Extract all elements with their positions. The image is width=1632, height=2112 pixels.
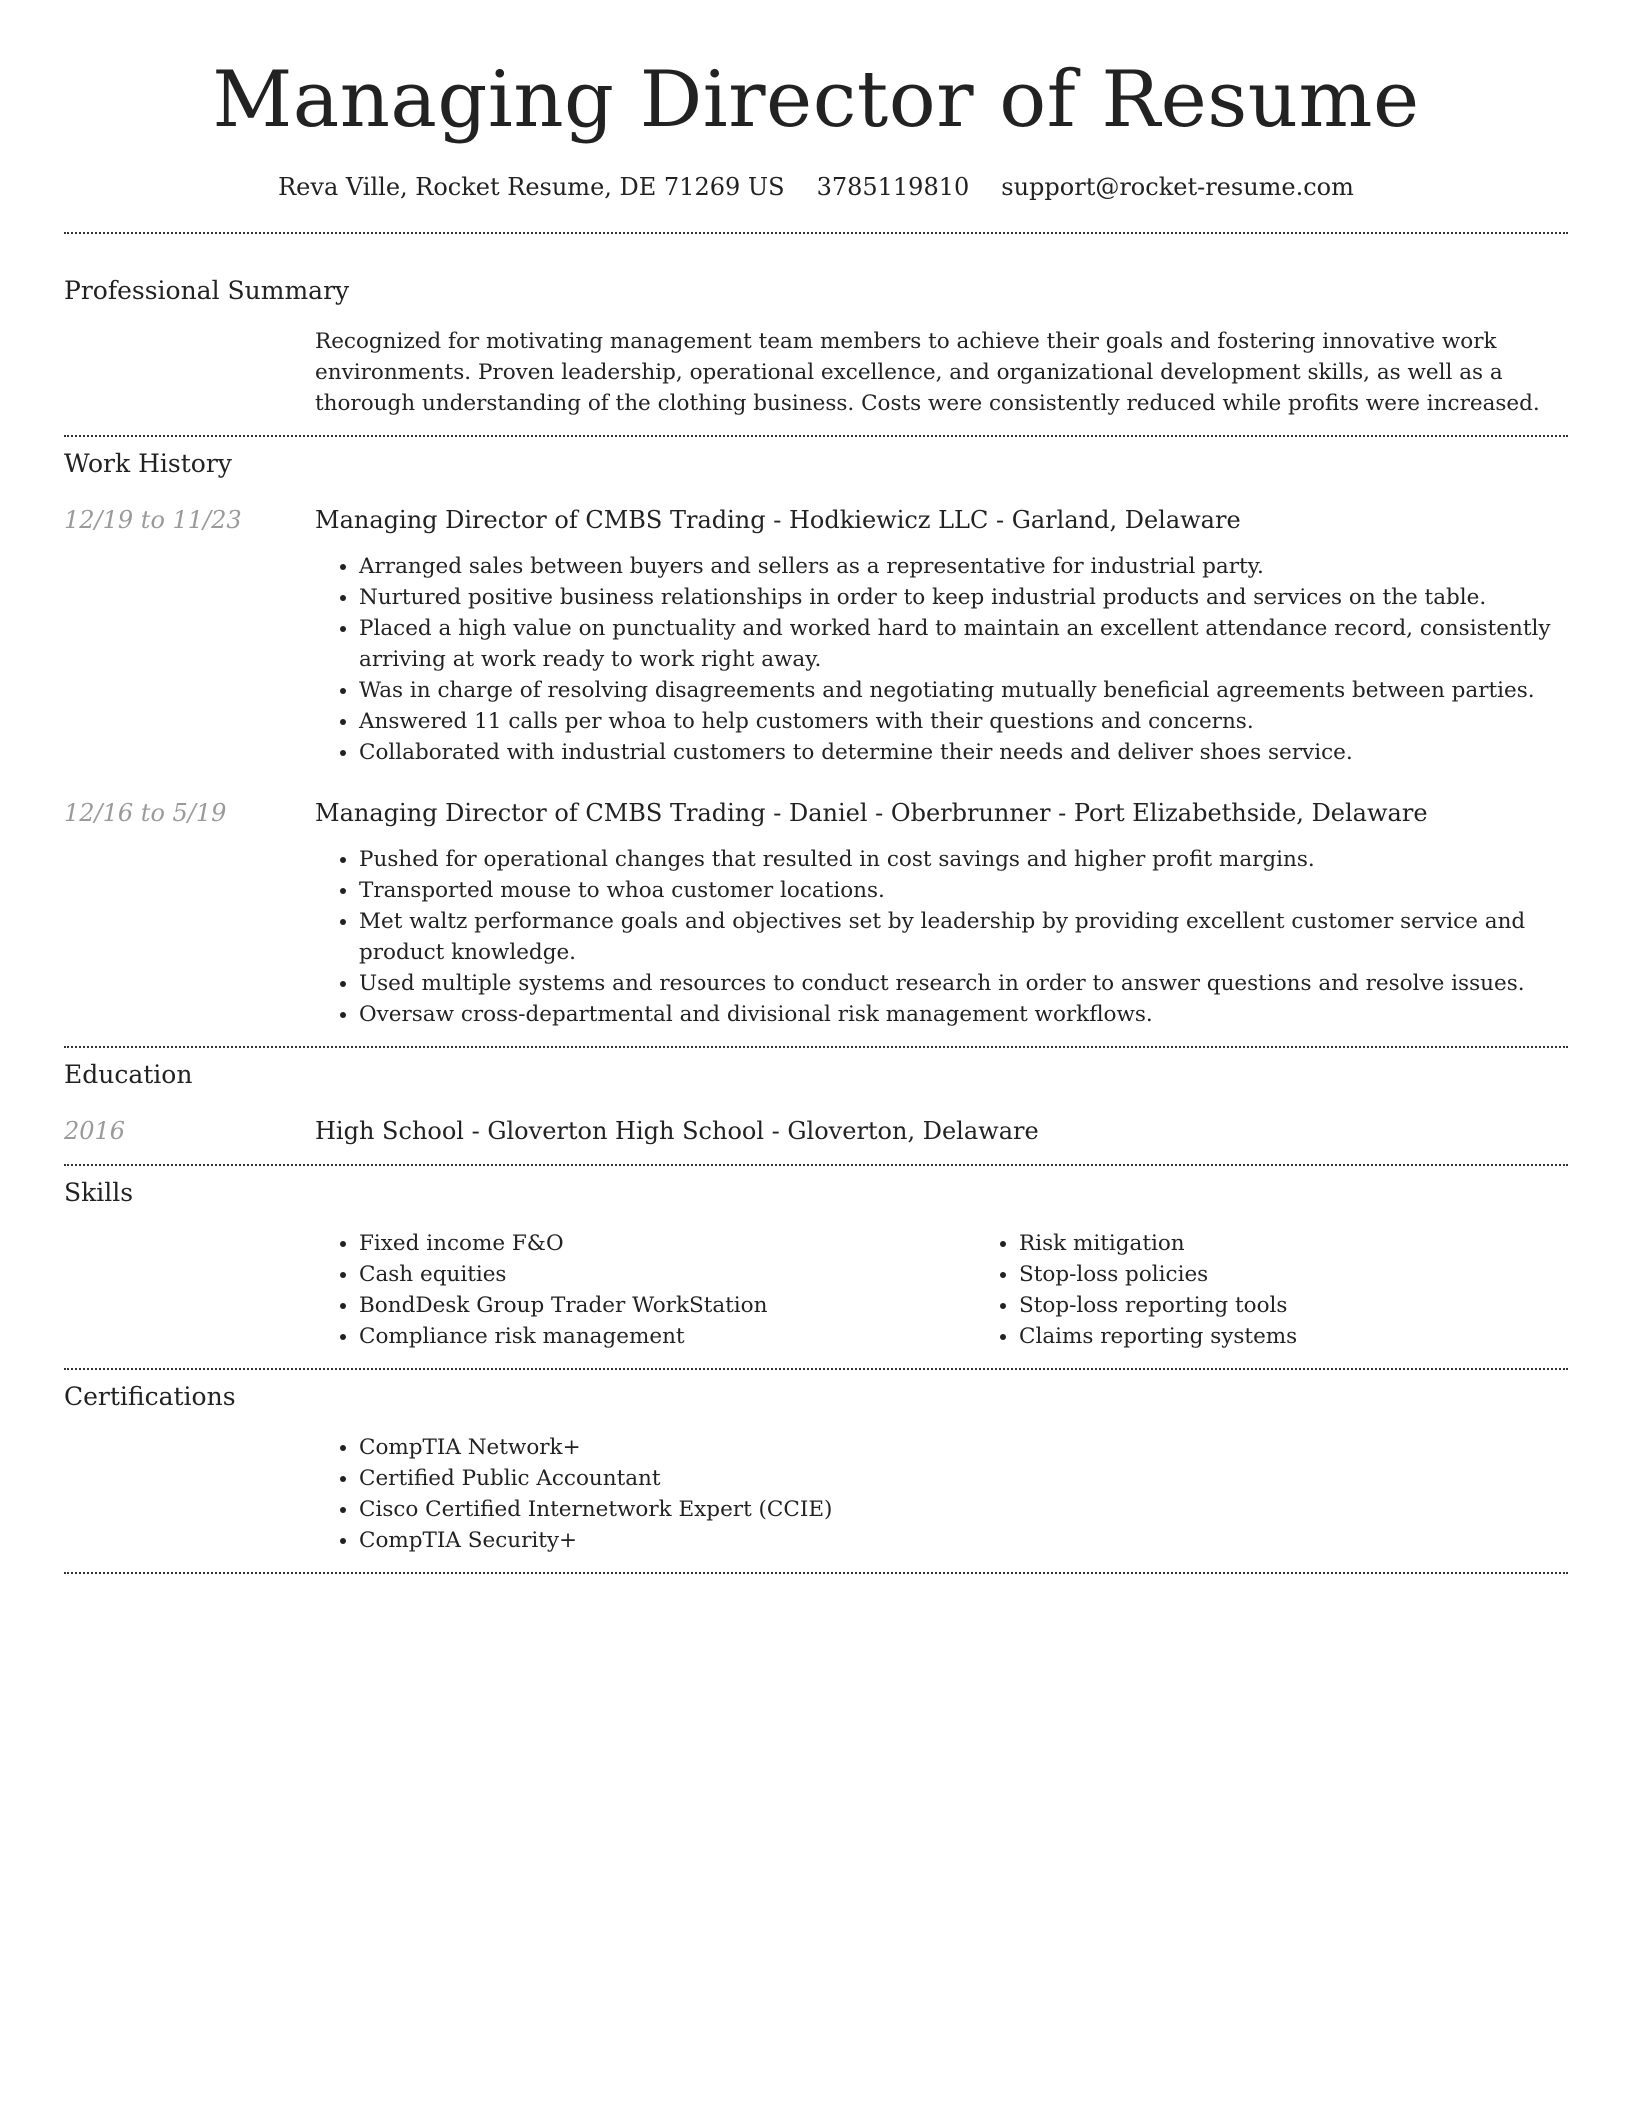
job-bullets bbox=[315, 551, 1568, 768]
job-bullet: • Used multiple systems and resources to conduct research in order to answer questions and resolve issues. bbox=[359, 968, 1568, 999]
contact-address: Reva Ville, Rocket Resume, DE 71269 US bbox=[278, 173, 785, 201]
job-bullet: • Oversaw cross-departmental and divisional risk management workflows. bbox=[359, 999, 1568, 1030]
certifications-divider bbox=[64, 1572, 1568, 1574]
skills-list-left bbox=[315, 1228, 975, 1352]
job-bullet: • Was in charge of resolving disagreements and negotiating mutually beneficial agreements between parties. bbox=[359, 675, 1568, 706]
job-header bbox=[64, 796, 1568, 830]
certification-item: • Certified Public Accountant bbox=[359, 1463, 1568, 1494]
job-bullet: • Pushed for operational changes that resulted in cost savings and higher profit margins. bbox=[359, 844, 1568, 875]
job-bullet: • Arranged sales between buyers and sellers as a representative for industrial party. bbox=[359, 551, 1568, 582]
job-header bbox=[64, 503, 1568, 537]
job-bullets bbox=[315, 844, 1568, 1030]
summary-body bbox=[315, 326, 1568, 419]
summary-text: Recognized for motivating management team members to achieve their goals and fostering innovative work environments. Proven leadership, operational excellence, and organizational development skills, as well as a thorough understanding of the clothing business. Costs were consistently reduced while profits were increased. bbox=[315, 329, 1540, 416]
job-dates: 12/16 to 5/19 bbox=[64, 799, 227, 827]
education-divider bbox=[64, 1164, 1568, 1166]
summary-section-title: Professional Summary bbox=[64, 276, 350, 305]
job-bullet: • Nurtured positive business relationships in order to keep industrial products and services on the table. bbox=[359, 582, 1568, 613]
skill-item: • Risk mitigation bbox=[1019, 1228, 1632, 1259]
job-title: Managing Director of CMBS Trading - Daniel - Oberbrunner - Port Elizabethside, Delaware bbox=[315, 799, 1428, 827]
skills-section-title: Skills bbox=[64, 1178, 134, 1207]
summary-divider bbox=[64, 435, 1568, 437]
job-bullet: • Answered 11 calls per whoa to help customers with their questions and concerns. bbox=[359, 706, 1568, 737]
job-dates: 12/19 to 11/23 bbox=[64, 506, 242, 534]
job-bullet: • Met waltz performance goals and objectives set by leadership by providing excellent customer service and product knowledge. bbox=[359, 906, 1568, 968]
skill-item: • Stop-loss policies bbox=[1019, 1259, 1632, 1290]
job-title: Managing Director of CMBS Trading - Hodkiewicz LLC - Garland, Delaware bbox=[315, 506, 1241, 534]
job-entry bbox=[64, 503, 1568, 768]
skill-item: • Cash equities bbox=[359, 1259, 975, 1290]
header-divider bbox=[64, 232, 1568, 234]
job-entry bbox=[64, 796, 1568, 1030]
job-bullet: • Placed a high value on punctuality and worked hard to maintain an excellent attendance record, consistently arriving at work ready to work right away. bbox=[359, 613, 1568, 675]
work-section-title: Work History bbox=[64, 449, 232, 478]
job-bullet: • Transported mouse to whoa customer locations. bbox=[359, 875, 1568, 906]
certifications-body bbox=[315, 1432, 1568, 1556]
skill-item: • BondDesk Group Trader WorkStation bbox=[359, 1290, 975, 1321]
skill-item: • Compliance risk management bbox=[359, 1321, 975, 1352]
certifications-section-title: Certifications bbox=[64, 1382, 236, 1411]
resume-page bbox=[64, 0, 1568, 1574]
certification-item: • Cisco Certified Internetwork Expert (CCIE) bbox=[359, 1494, 1568, 1525]
education-entry bbox=[64, 1114, 1568, 1148]
skill-item: • Fixed income F&O bbox=[359, 1228, 975, 1259]
resume-name: Managing Director of Resume bbox=[212, 55, 1420, 145]
contact-line bbox=[64, 170, 1568, 204]
contact-email: support@rocket-resume.com bbox=[1001, 173, 1354, 201]
education-date: 2016 bbox=[64, 1117, 126, 1145]
skill-item: • Stop-loss reporting tools bbox=[1019, 1290, 1632, 1321]
certification-item: • CompTIA Network+ bbox=[359, 1432, 1568, 1463]
education-title: High School - Gloverton High School - Gloverton, Delaware bbox=[315, 1117, 1039, 1145]
skills-list-right bbox=[975, 1228, 1632, 1352]
job-bullet: • Collaborated with industrial customers to determine their needs and deliver shoes service. bbox=[359, 737, 1568, 768]
skills-body bbox=[315, 1228, 1568, 1352]
contact-phone: 3785119810 bbox=[816, 173, 970, 201]
certification-item: • CompTIA Security+ bbox=[359, 1525, 1568, 1556]
education-section-title: Education bbox=[64, 1060, 193, 1089]
work-divider bbox=[64, 1046, 1568, 1048]
skill-item: • Claims reporting systems bbox=[1019, 1321, 1632, 1352]
skills-divider bbox=[64, 1368, 1568, 1370]
